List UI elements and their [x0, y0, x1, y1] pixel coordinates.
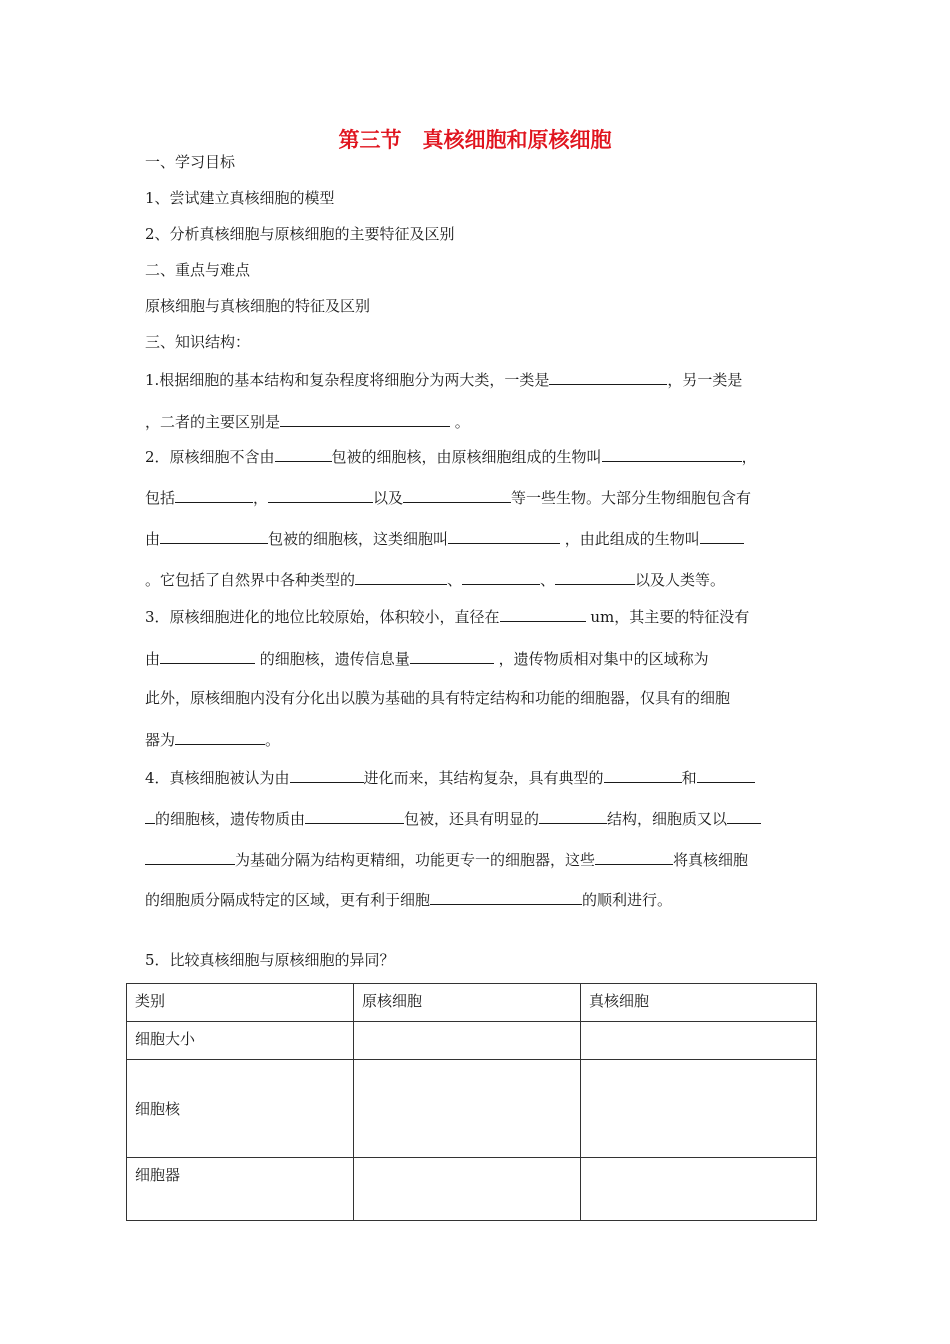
blank[interactable]: [305, 807, 404, 824]
blank[interactable]: [500, 605, 586, 622]
page-title: 第三节 真核细胞和原核细胞: [338, 128, 612, 152]
answer-cell[interactable]: [354, 1158, 581, 1221]
question-3-line-1: 3．原核细胞进化的地位比较原始，体积较小，直径在 um，其主要的特征没有: [145, 605, 749, 627]
section-heading-knowledge: 三、知识结构：: [145, 333, 251, 351]
question-3-line-3: 此外，原核细胞内没有分化出以膜为基础的具有特定结构和功能的细胞器，仅具有的细胞: [145, 689, 731, 707]
table-header-cell: 类别: [127, 984, 354, 1022]
blank[interactable]: [145, 848, 235, 865]
question-2-line-1: 2．原核细胞不含由 包被的细胞核，由原核细胞组成的生物叫 ，: [145, 445, 757, 467]
blank[interactable]: [727, 807, 761, 824]
blank[interactable]: [549, 368, 667, 385]
blank[interactable]: [595, 848, 673, 865]
question-3-line-4: 器为 。: [145, 728, 280, 750]
blank[interactable]: [175, 486, 253, 503]
blank[interactable]: [268, 486, 373, 503]
blank[interactable]: [410, 647, 494, 664]
table-row: [127, 1022, 817, 1060]
question-2-line-2: 包括 ， 以及 等一些生物。大部分生物细胞包含有: [145, 486, 751, 508]
answer-cell[interactable]: [354, 1022, 581, 1060]
blank[interactable]: [355, 568, 447, 585]
answer-cell[interactable]: [581, 1022, 817, 1060]
table-header-cell: 真核细胞: [581, 984, 817, 1022]
blank[interactable]: [462, 568, 540, 585]
question-4-line-1: 4．真核细胞被认为由 进化而来，其结构复杂，具有典型的 和: [145, 766, 755, 788]
blank[interactable]: [697, 766, 755, 783]
blank[interactable]: [160, 647, 255, 664]
blank[interactable]: [602, 445, 742, 462]
blank[interactable]: [403, 486, 511, 503]
blank[interactable]: [555, 568, 635, 585]
table-row: [127, 1158, 817, 1221]
answer-cell[interactable]: [581, 1060, 817, 1158]
blank[interactable]: [160, 527, 268, 544]
section-heading-goals: 一、学习目标: [145, 153, 236, 171]
question-2-line-3: 由 包被的细胞核，这类细胞叫 ，由此组成的生物叫: [145, 527, 744, 549]
question-1-line-1: 1.根据细胞的基本结构和复杂程度将细胞分为两大类，一类是 ，另一类是: [145, 368, 742, 390]
table-header-row: [127, 984, 817, 1022]
blank[interactable]: [430, 888, 582, 905]
blank[interactable]: [539, 807, 607, 824]
blank[interactable]: [448, 527, 560, 544]
table-header-cell: 原核细胞: [354, 984, 581, 1022]
question-4-line-3: 为基础分隔为结构更精细，功能更专一的细胞器，这些 将真核细胞: [145, 848, 748, 870]
answer-cell[interactable]: [354, 1060, 581, 1158]
question-3-line-2: 由 的细胞核，遗传信息量 ，遗传物质相对集中的区域称为: [145, 647, 709, 669]
blank[interactable]: [290, 766, 364, 783]
blank[interactable]: [175, 728, 265, 745]
row-label: 细胞核: [127, 1060, 354, 1158]
comparison-table: [126, 983, 817, 1221]
blank[interactable]: [145, 807, 155, 824]
row-label: 细胞器: [127, 1158, 354, 1221]
table-row: [127, 1060, 817, 1158]
answer-cell[interactable]: [581, 1158, 817, 1221]
blank[interactable]: [280, 410, 450, 427]
question-4-line-4: 的细胞质分隔成特定的区域，更有利于细胞 的顺利进行。: [145, 888, 672, 910]
goal-1: 1、尝试建立真核细胞的模型: [145, 189, 335, 207]
section-heading-key-points: 二、重点与难点: [145, 261, 251, 279]
goal-2: 2、分析真核细胞与原核细胞的主要特征及区别: [145, 225, 455, 243]
blank[interactable]: [700, 527, 744, 544]
blank[interactable]: [275, 445, 332, 462]
question-2-line-4: 。它包括了自然界中各种类型的 、 、 以及人类等。: [145, 568, 725, 590]
key-point: 原核细胞与真核细胞的特征及区别: [145, 297, 371, 315]
question-4-line-2: 的细胞核，遗传物质由 包被，还具有明显的 结构，细胞质又以: [145, 807, 761, 829]
row-label: 细胞大小: [127, 1022, 354, 1060]
blank[interactable]: [604, 766, 682, 783]
question-1-line-2: ，二者的主要区别是 。: [145, 410, 470, 432]
question-5: 5．比较真核细胞与原核细胞的异同？: [145, 951, 395, 969]
